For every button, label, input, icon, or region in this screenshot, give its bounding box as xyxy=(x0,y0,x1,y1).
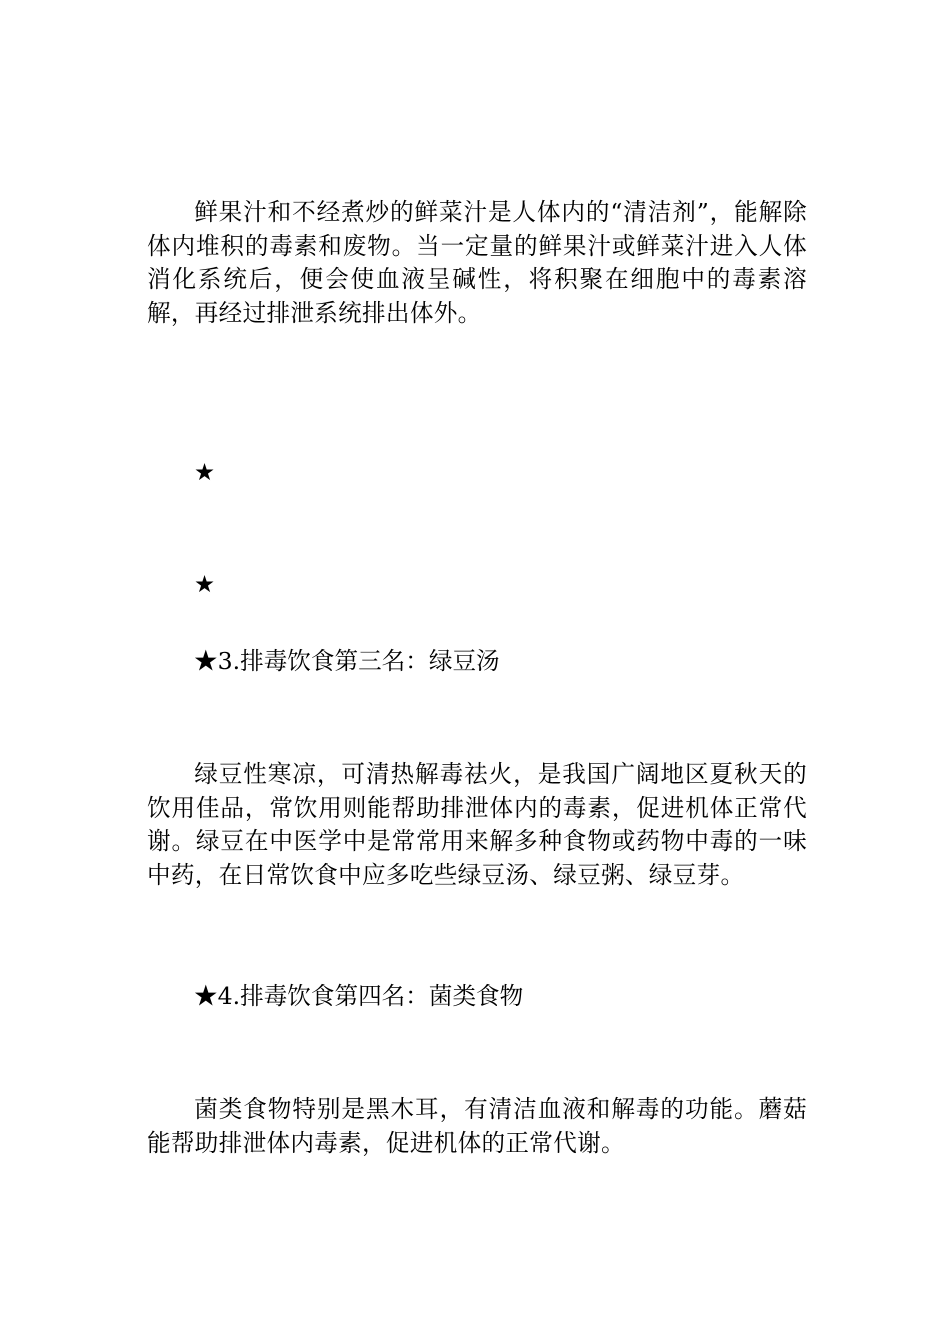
heading-third-mung-bean-soup: ★3.排毒饮食第三名：绿豆汤 xyxy=(194,647,500,675)
paragraph-mung-bean: 绿豆性寒凉，可清热解毒祛火，是我国广阔地区夏秋天的饮用佳品，常饮用则能帮助排泄体内的毒素，促进机体正常代谢。绿豆在中医学中是常常用来解多种食物或药物中毒的一味中药，在日常饮食中应多吃些绿豆汤、绿豆粥、绿豆芽。 xyxy=(147,760,807,889)
star-separator-1: ★ xyxy=(194,458,216,486)
paragraph-fungi: 菌类食物特别是黑木耳，有清洁血液和解毒的功能。蘑菇能帮助排泄体内毒素，促进机体的正常代谢。 xyxy=(147,1095,807,1157)
heading-fourth-fungi: ★4.排毒饮食第四名：菌类食物 xyxy=(194,982,524,1010)
star-separator-2: ★ xyxy=(194,570,216,598)
paragraph-juice: 鲜果汁和不经煮炒的鲜菜汁是人体内的“清洁剂”，能解除体内堆积的毒素和废物。当一定量的鲜果汁或鲜菜汁进入人体消化系统后，便会使血液呈碱性，将积聚在细胞中的毒素溶解，再经过排泄系统排出体外。 xyxy=(147,198,807,327)
